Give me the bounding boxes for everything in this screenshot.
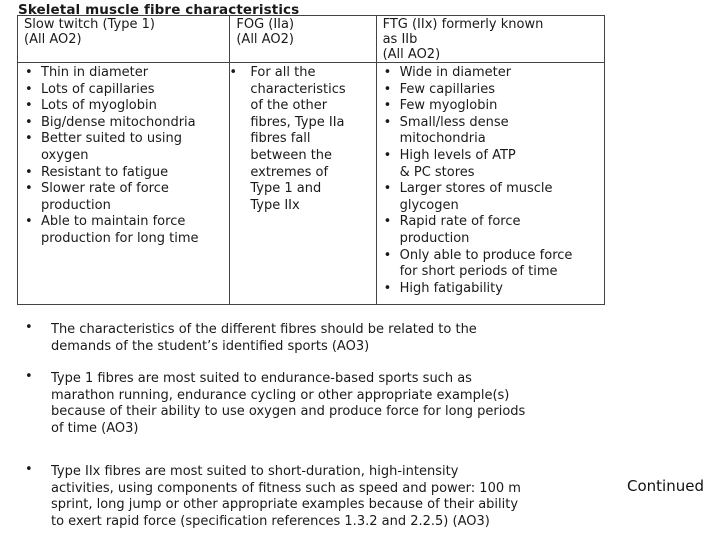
list-item: • Rapid rate of force production [383, 214, 521, 246]
bullet-symbol: • [25, 181, 33, 197]
list-item: • Wide in diameter [383, 65, 512, 80]
bullet-symbol: • [383, 181, 392, 197]
list-item: • High levels of ATP & PC stores [383, 147, 516, 180]
list-item: • Thin in diameter [25, 65, 149, 80]
cell-slow-twitch [18, 63, 230, 305]
list-item: • Big/dense mitochondria [25, 114, 196, 130]
note-paragraph: • Type 1 fibres are most suited to endurance-based sports such as marathon running, endurance cycling or other appropriate example(s) because of their ability to use oxygen and produce force for long periods of time (AO3) [25, 369, 526, 436]
cell-ftg [376, 63, 604, 305]
bullet-symbol: • [25, 320, 33, 335]
note-paragraph: • The characteristics of the different fibres should be related to the demands of the student’s identified sports (AO3) [25, 320, 477, 354]
document-title: Skeletal muscle fibre characteristics [18, 2, 300, 18]
list-item: • Lots of myoglobin [25, 98, 157, 114]
bullet-symbol: • [25, 462, 33, 477]
bullet-symbol: • [383, 214, 392, 230]
bullet-symbol: • [383, 81, 392, 97]
list-item: • Small/less dense mitochondria [383, 114, 509, 147]
list-item: • Resistant to fatigue [25, 164, 169, 180]
header-fog [230, 16, 376, 63]
header-line: (All AO2) [24, 32, 82, 47]
header-line: (All AO2) [382, 47, 441, 62]
continued-label: Continued [627, 477, 704, 495]
header-line: FOG (IIa) [236, 17, 295, 32]
list-item: • Able to maintain force production for long time [25, 214, 199, 246]
header-ftg [376, 16, 604, 63]
bullet-symbol: • [25, 164, 33, 180]
list-item: • Few capillaries [383, 81, 496, 97]
fibre-characteristics-table [17, 15, 605, 305]
bullet-symbol: • [383, 114, 392, 130]
header-line: (All AO2) [236, 32, 294, 47]
list-item: • For all the characteristics of the other fibres, Type IIa fibres fall between the extremes of Type 1 and Type IIx [229, 65, 346, 213]
note-paragraph: • Type IIx fibres are most suited to short-duration, high-intensity activities, using components of fitness such as speed and power: 100 m sprint, long jump or other appropriate examples because of their ability to exert rapid force (specification references 1.3.2 and 2.2.5) (AO3) [25, 462, 521, 529]
list-item: • Lots of capillaries [25, 81, 155, 97]
bullet-symbol: • [229, 65, 238, 80]
bullet-symbol: • [383, 247, 392, 263]
list-item: • Only able to produce force for short periods of time [383, 247, 573, 280]
bullet-symbol: • [25, 214, 33, 230]
list-item: • Larger stores of muscle glycogen [383, 181, 553, 213]
bullet-symbol: • [25, 131, 33, 147]
bullet-symbol: • [383, 98, 392, 114]
header-line: Slow twitch (Type 1) [24, 17, 155, 32]
table-header-row [18, 16, 605, 63]
bullet-symbol: • [383, 147, 392, 163]
list-item: • High fatigability [383, 280, 503, 296]
header-line: FTG (IIx) formerly known [382, 17, 544, 32]
bullet-symbol: • [25, 114, 33, 130]
bullet-symbol: • [383, 65, 392, 80]
header-line: as IIb [382, 32, 418, 47]
bullet-symbol: • [25, 369, 33, 384]
header-slow-twitch [18, 16, 230, 63]
bullet-symbol: • [25, 65, 33, 80]
cell-fog [230, 63, 376, 305]
list-item: • Better suited to using oxygen [25, 131, 182, 163]
list-item: • Slower rate of force production [25, 181, 169, 213]
table-body-row [18, 63, 605, 305]
bullet-symbol: • [25, 81, 33, 97]
bullet-symbol: • [383, 280, 392, 296]
list-item: • Few myoglobin [383, 98, 498, 114]
bullet-symbol: • [25, 98, 33, 114]
